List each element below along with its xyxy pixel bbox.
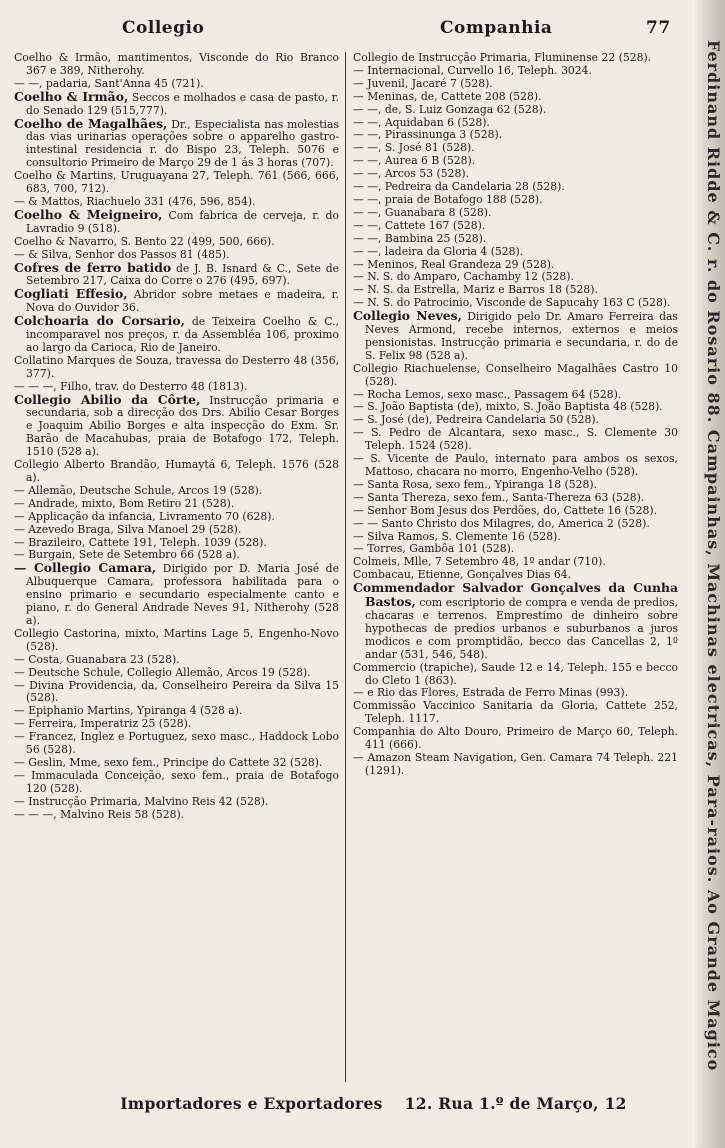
entry-text: Commercio (trapiche), Saude 12 e 14, Teleph. 155 e becco do Cleto 1 (863).	[353, 660, 678, 687]
entry-text: — Andrade, mixto, Bom Retiro 21 (528).	[14, 496, 235, 510]
entry-text: — —, Pirassinunga 3 (528).	[353, 128, 503, 142]
footer-left-text: Importadores e Exportadores	[120, 1094, 383, 1113]
directory-entry	[353, 662, 678, 688]
entry-text: — —, Pedreira da Candelaria 28 (528).	[353, 180, 565, 194]
entry-text: — Senhor Bom Jesus dos Perdões, do, Cattete 16 (528).	[353, 503, 658, 517]
directory-entry	[353, 752, 678, 778]
entry-text: — —, Aurea 6 B (528).	[353, 154, 476, 168]
directory-entry	[14, 288, 339, 315]
entry-text: de J. B. Isnard & C., Sete de Setembro 217, Caixa do Corre o 276 (495, 697).	[26, 261, 339, 288]
directory-entry	[14, 315, 339, 355]
right-running-head: Companhia	[440, 18, 553, 38]
entry-text: — Meninas, de, Cattete 208 (528).	[353, 89, 542, 103]
text-columns	[14, 52, 682, 1082]
entry-text: — Azevedo Braga, Silva Manoel 29 (528).	[14, 522, 242, 536]
entry-text: — Burgain, Sete de Setembro 66 (528 a).	[14, 548, 240, 562]
entry-text: — N. S. da Estrella, Mariz e Barros 18 (528).	[353, 283, 598, 297]
directory-entry	[14, 809, 339, 822]
entry-text: Coelho & Navarro, S. Bento 22 (499, 500, 666).	[14, 234, 275, 248]
entry-text: — Torres, Gambôa 101 (528).	[353, 542, 515, 556]
entry-text: de Teixeira Coelho & C., incomparavel nos preços, r. da Assembléa 106, proximo ao largo da Carioca, Rio de Janeiro.	[26, 315, 339, 354]
entry-text: — Juvenil, Jacaré 7 (528).	[353, 76, 493, 90]
entry-text: Coelho & Irmão, mantimentos, Visconde do Rio Branco 367 e 389, Nitherohy.	[14, 51, 339, 77]
entry-text: — N. S. do Amparo, Cachamby 12 (528).	[353, 270, 574, 284]
entry-text: — —, praia de Botafogo 188 (528).	[353, 192, 543, 206]
entry-text: — — Santo Christo dos Milagres, do, America 2 (528).	[353, 516, 650, 530]
entry-text: Abridor sobre metaes e madeira, r. Nova do Ouvidor 36.	[26, 288, 339, 315]
entry-text: — Immaculada Conceição, sexo fem., praia de Botafogo 120 (528).	[14, 768, 339, 795]
directory-entry	[14, 355, 339, 381]
entry-text: — —, S. José 81 (528).	[353, 141, 475, 155]
directory-entry	[353, 363, 678, 389]
entry-text: — Applicação da infancia, Livramento 70 (628).	[14, 509, 275, 523]
entry-text: — Santa Thereza, sexo fem., Santa-Thereza 63 (528).	[353, 490, 645, 504]
entry-text: — S. Pedro de Alcantara, sexo masc., S. Clemente 30 Teleph. 1524 (528).	[353, 426, 678, 453]
directory-entry	[353, 453, 678, 479]
directory-entry	[14, 88, 339, 118]
entry-text: — Silva Ramos, S. Clemente 16 (528).	[353, 529, 561, 543]
entry-text: — S. José (de), Pedreira Candelaria 50 (528).	[353, 413, 599, 427]
directory-entry	[14, 459, 339, 485]
entry-text: — Rocha Lemos, sexo masc., Passagem 64 (528).	[353, 387, 622, 401]
entry-text: — Francez, Inglez e Portuguez, sexo masc., Haddock Lobo 56 (528).	[14, 730, 339, 757]
entry-text: Collegio Riachuelense, Conselheiro Magalhães Castro 10 (528).	[353, 361, 678, 388]
directory-entry	[14, 206, 339, 236]
entry-text: — — —, Malvino Reis 58 (528).	[14, 807, 185, 821]
entry-text: Dr., Especialista nas molestias das vias urinarias operações sobre o apparelho gastro-intestinal residencia r. do Bispo 23, Teleph. 5076 e consultorio Primeiro de Março 29 de 1 ás 3 horas (707).	[26, 117, 339, 170]
page-number: 77	[646, 18, 671, 38]
entry-name-bold: Collegio Abilio da Côrte,	[14, 391, 201, 407]
side-advertisement-text: Ferdinand Ridde & C. r. do Rosario 88. Campainhas, Machinas electricas, Para-raios. Ao Grande Magico	[704, 40, 723, 1072]
entry-text: — Brazileiro, Cattete 191, Teleph. 1039 (528).	[14, 535, 267, 549]
entry-text: Companhia do Alto Douro, Primeiro de Março 60, Teleph. 411 (666).	[353, 725, 678, 752]
entry-text: Colmeis, Mlle, 7 Setembro 48, 1º andar (710).	[353, 555, 606, 569]
entry-text: — —, de, S. Luiz Gonzaga 62 (528).	[353, 102, 547, 116]
entry-name-bold: Cogliati Effesio,	[14, 286, 128, 302]
entry-text: — S. Vicente de Paulo, internato para ambos os sexos, Mattoso, chacara no morro, Engenho-Velho (528).	[353, 452, 678, 478]
entry-text: — Deutsche Schule, Collegio Allemão, Arcos 19 (528).	[14, 665, 311, 679]
directory-entry	[14, 259, 339, 289]
entry-text: — & Mattos, Riachuelo 331 (476, 596, 854).	[14, 194, 256, 208]
directory-entry	[14, 628, 339, 654]
entry-text: — Ferreira, Imperatriz 25 (528).	[14, 717, 192, 731]
entry-text: — Epiphanio Martins, Ypiranga 4 (528 a).	[14, 704, 243, 718]
page-header	[0, 14, 725, 42]
entry-text: Collegio Castorina, mixto, Martins Lage 5, Engenho-Novo (528).	[14, 626, 339, 653]
entry-text: — — —, Filho, trav. do Desterro 48 (1813).	[14, 379, 248, 393]
left-running-head: Collegio	[122, 18, 205, 38]
directory-entry	[14, 731, 339, 757]
entry-name-bold: Coelho de Magalhães,	[14, 115, 168, 131]
entry-name-bold: Cofres de ferro batido	[14, 259, 172, 275]
directory-entry	[14, 680, 339, 706]
right-column	[353, 52, 678, 778]
entry-text: — —, Aquidaban 6 (528).	[353, 115, 490, 129]
entry-name-bold: Collegio Neves,	[353, 308, 462, 324]
entry-text: — Divina Providencia, da, Conselheiro Pereira da Silva 15 (528).	[14, 678, 339, 705]
entry-text: Commissão Vaccinico Sanitaria da Gloria, Cattete 252, Teleph. 1117.	[353, 699, 678, 726]
entry-text: Collegio de Instrucção Primaria, Fluminense 22 (528).	[353, 51, 652, 64]
entry-text: Collegio Alberto Brandão, Humaytá 6, Teleph. 1576 (528 a).	[14, 458, 339, 484]
entry-text: Combacau, Etienne, Gonçalves Dias 64.	[353, 568, 572, 582]
entry-name-bold: Coelho & Irmão,	[14, 88, 129, 104]
directory-entry	[14, 52, 339, 78]
entry-text: — Meninos, Real Grandeza 29 (528).	[353, 257, 555, 271]
entry-text: — —, padaria, Sant'Anna 45 (721).	[14, 76, 204, 90]
entry-text: Seccos e molhados e casa de pasto, r. do Senado 129 (515,777).	[26, 90, 339, 117]
directory-entry	[353, 700, 678, 726]
entry-text: — N. S. do Patrocinio, Visconde de Sapucahy 163 C (528).	[353, 296, 671, 310]
entry-text: — —, Arcos 53 (528).	[353, 167, 470, 181]
column-divider	[345, 52, 346, 1082]
entry-text: — Santa Rosa, sexo fem., Ypiranga 18 (528).	[353, 477, 598, 491]
directory-entry	[353, 726, 678, 752]
directory-entry	[353, 427, 678, 453]
entry-text: — —, Guanabara 8 (528).	[353, 205, 492, 219]
entry-text: — Costa, Guanabara 23 (528).	[14, 652, 180, 666]
footer-right-text: 12. Rua 1.º de Março, 12	[404, 1094, 627, 1113]
entry-text: — e Rio das Flores, Estrada de Ferro Minas (993).	[353, 686, 629, 700]
entry-name-bold: Commendador Salvador Gonçalves da Cunha Bastos,	[353, 580, 678, 610]
entry-text: — Instrucção Primaria, Malvino Reis 42 (528).	[14, 794, 269, 808]
left-column	[14, 52, 339, 821]
entry-text: com escriptorio de compra e venda de predios, chacaras e terrenos. Emprestimo de dinheiro sobre hypothecas de predios urbanos e suburbanos a juros modicos e com promptidão, becco das Cancellas 2, 1º andar (531, 546, 548).	[365, 596, 678, 661]
entry-text: — Internacional, Curvello 16, Teleph. 3024.	[353, 63, 592, 77]
entry-text: — S. João Baptista (de), mixto, S. João Baptista 48 (528).	[353, 400, 663, 414]
directory-entry	[353, 310, 678, 363]
entry-text: — —, Bambina 25 (528).	[353, 231, 487, 245]
entry-name-bold: Coelho & Meigneiro,	[14, 206, 163, 222]
entry-text: Com fabrica de cerveja, r. do Lavradio 9 (518).	[26, 208, 339, 235]
entry-text: — Geslin, Mme, sexo fem., Principe do Cattete 32 (528).	[14, 755, 323, 769]
page-footer	[0, 1094, 725, 1113]
entry-text: — & Silva, Senhor dos Passos 81 (485).	[14, 247, 230, 261]
directory-entry	[14, 391, 339, 460]
entry-text: Coelho & Martins, Uruguayana 27, Teleph. 761 (566, 666, 683, 700, 712).	[14, 169, 339, 196]
entry-text: Dirigido pelo Dr. Amaro Ferreira das Neves Armond, recebe internos, externos e meios pensionistas. Instrucção primaria e secundaria, r. do de S. Felix 98 (528 a).	[365, 310, 678, 362]
entry-text: Dirigido por D. Maria José de Albuquerque Camara, professora habilitada para o ensino primario e secundario especialmente canto e piano, r. do General Andrade Neves 91, Nitherohy (528 a).	[26, 562, 339, 627]
entry-text: Instrucção primaria e secundaria, sob a direcção dos Drs. Abilio Cesar Borges e Joaquim Abilio Borges e alta inspecção do Exm. Sr. Barão de Macahubas, praia de Botafogo 172, Teleph. 1510 (528 a).	[26, 393, 339, 459]
entry-text: — —, ladeira da Gloria 4 (528).	[353, 244, 524, 258]
entry-text: — Amazon Steam Navigation, Gen. Camara 74 Teleph. 221 (1291).	[353, 750, 678, 777]
entry-text: — —, Cattete 167 (528).	[353, 218, 486, 232]
directory-entry	[14, 170, 339, 196]
entry-text: Collatino Marques de Souza, travessa do Desterro 48 (356, 377).	[14, 353, 339, 380]
entry-text: — Allemão, Deutsche Schule, Arcos 19 (528).	[14, 483, 263, 497]
directory-entry	[14, 770, 339, 796]
entry-name-bold: — Collegio Camara,	[14, 560, 157, 576]
entry-name-bold: Colchoaria do Corsario,	[14, 313, 185, 329]
directory-entry	[14, 562, 339, 628]
directory-entry	[353, 582, 678, 661]
directory-entry	[14, 115, 339, 171]
